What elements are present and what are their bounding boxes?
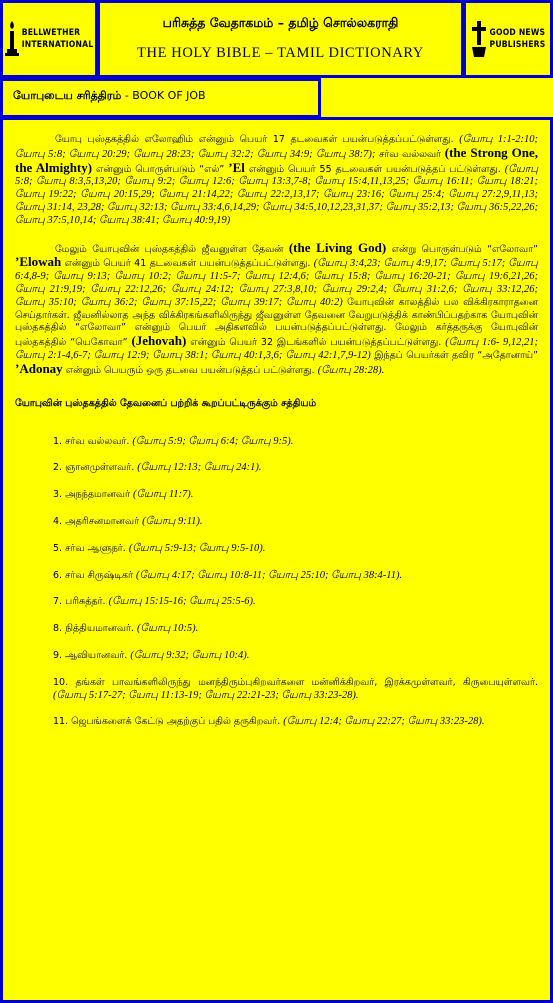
header-title-box — [97, 0, 464, 78]
attribute-number: 10. — [53, 676, 69, 688]
attribute-reference: (யோபு 5:9-13; யோபு 9:5-10). — [128, 542, 266, 554]
para2-english-3: (Jehovah) — [131, 333, 187, 349]
para2-english-2: ’Elowah — [15, 254, 62, 270]
attribute-reference: (யோபு 12:4; யோபு 22:27; யோபு 33:23-28). — [283, 716, 485, 728]
attribute-text: தங்கள் பாவங்களிலிருந்து மனந்திரும்புகிறவர்களை மன்னிக்கிறவர், இரக்கமுள்ளவர், கிருபையுள்ளவர். — [75, 676, 539, 688]
attributes-list — [15, 436, 538, 730]
list-item — [53, 436, 538, 449]
attribute-number: 4. — [53, 515, 63, 527]
attribute-text: சர்வ சிருஷ்டிகர் — [65, 569, 133, 581]
para2-ref-1: (யோபு 3:4,23; யோபு 4:9,17; யோபு 5:17; யோபு 6:4,8-9; யோபு 9:13; யோபு 10:2; யோபு 11:5-7; யோபு 12:4,6; யோபு 15:8; யோபு 16:20-21; யோபு 19:6,21,26; யோபு 21:9,19; யோபு 22:12,26; யோபு 24:12; யோபு 27:3,8,10; யோபு 29:2,4; யோபு 31:2,6; யோபு 33:12,26; யோபு 35:10; யோபு 36:2; யோபு 37:15,22; யோபு 39:17; யோபு 40:2) — [15, 258, 538, 308]
paragraph-elowah — [15, 239, 538, 378]
attribute-text: நித்தியமானவர். — [65, 623, 134, 635]
attribute-number: 9. — [53, 649, 63, 661]
list-item — [53, 570, 538, 583]
para1-english-2: ’El — [228, 159, 245, 175]
book-title — [3, 81, 318, 104]
para1-text-1: யோபு புஸ்தகத்தில் எலோஹிம் என்னும் பெயர் 17 தடவைகள் பயன்படுத்தப்பட்டுள்ளது. — [55, 134, 454, 145]
book-title-box — [0, 78, 321, 118]
attribute-reference: (யோபு 9:32; யோபு 10:4). — [130, 649, 250, 661]
book-title-separator: - — [121, 89, 133, 102]
para2-english-4: ’Adonay — [15, 360, 63, 376]
attribute-number: 11. — [53, 716, 69, 728]
para2-ref-3: (யோபு 28:28). — [317, 364, 385, 376]
para1-text-3: என்னும் பொருள்படும் “எல்” — [96, 163, 225, 175]
para1-text-2: சர்வ வல்லவர் — [379, 148, 442, 160]
list-item — [53, 489, 538, 502]
attribute-reference: (யோபு 5:17-27; யோபு 11:13-19; யோபு 22:21-23; யோபு 33:23-28). — [53, 689, 359, 701]
attribute-text: பரிசுத்தர். — [65, 596, 106, 608]
list-item — [53, 516, 538, 529]
attribute-number: 3. — [53, 489, 63, 501]
attribute-number: 8. — [53, 623, 63, 635]
attribute-reference: (யோபு 5:9; யோபு 6:4; யோபு 9:5). — [132, 435, 294, 447]
attribute-text: ஆவியானவர். — [65, 649, 128, 661]
attribute-text: அதரிசனமானவர் — [65, 515, 140, 527]
para2-english-1: (the Living God) — [288, 239, 387, 255]
attribute-text: ஞானமுள்ளவர். — [65, 462, 135, 474]
para2-text-1: மேலும் யோபுவின் புஸ்தகத்தில் ஜீவனுள்ள தேவன் — [55, 243, 284, 255]
attribute-number: 1. — [53, 435, 63, 447]
header-title-tamil: பரிசுத்த வேதாகமம் – தமிழ் சொல்லகராதி — [162, 15, 399, 30]
attribute-text: சர்வ ஆளுநர். — [65, 542, 126, 554]
header-title-english: THE HOLY BIBLE – TAMIL DICTIONARY — [137, 45, 424, 61]
attribute-reference: (யோபு 4:17; யோபு 10:8-11; யோபு 25:10; யோபு 38:4-11). — [135, 569, 403, 581]
good-news-logo — [466, 3, 550, 75]
para1-english-1: (the Strong One, the Almighty) — [15, 144, 538, 175]
attribute-reference: (யோபு 15:15-16; யோபு 25:5-6). — [108, 596, 256, 608]
logo-right-line2: PUBLISHERS — [489, 40, 546, 50]
paragraph-elohim — [15, 134, 538, 228]
attribute-reference: (யோபு 10:5). — [137, 623, 199, 635]
content-box — [0, 117, 553, 1003]
attribute-reference: (யோபு 12:13; யோபு 24:1). — [137, 462, 262, 474]
candle-icon — [5, 19, 19, 59]
para1-ref-2: (யோபு 5:8; யோபு 8:3,5,13,20; யோபு 9:2; யோபு 12:6; யோபு 13:3,7-8; யோபு 15:4,11,13,25; யோபு 16:11; யோபு 18:21; யோபு 19:22; யோபு 20:15,29; யோபு 21:14,22; யோபு 22:2,13,17; யோபு 23:16; யோபு 25:4; யோபு 27:2,9,11,13; யோபு 31:14, 23,28; யோபு 32:13; யோபு 33:4,6,14,29; யோபு 34:5,10,12,23,31,37; யோபு 35:2,13; யோபு 36:5,22,26; யோபு 37:5,10,14; யோபு 38:41; யோபு 40:9,19) — [15, 163, 539, 226]
list-item — [53, 596, 538, 609]
attribute-text: அநந்தமானவர் — [65, 489, 130, 501]
para2-text-6: இந்தப் பெயர்கள் தவிர “அதோனாய்” — [374, 349, 538, 361]
para2-text-5: என்னும் பெயர் 32 இடங்களில் பயன்படுத்தப்பட்டுள்ளது. — [190, 337, 442, 349]
para1-text-4: என்னும் பெயர் 55 தடவைகள் பயன்படுத்தப் பட்டுள்ளது. — [248, 163, 501, 175]
bellwether-logo-box — [0, 0, 98, 78]
section-heading: யோபுவின் புஸ்தகத்தில் தேவனைப் பற்றிக் கூறப்பட்டிருக்கும் சத்தியம் — [15, 397, 317, 409]
list-item — [53, 462, 538, 475]
list-item — [53, 716, 538, 729]
bellwether-logo — [3, 3, 95, 75]
logo-right-line1: GOOD NEWS — [489, 28, 546, 38]
attribute-text: சர்வ வல்லவர். — [65, 435, 130, 447]
attribute-text: ஜெபங்களைக் கேட்டு அதற்குப் பதில் தருகிறவர். — [71, 716, 281, 728]
bible-cross-icon — [471, 19, 487, 59]
list-item — [53, 623, 538, 636]
attribute-number: 2. — [53, 462, 63, 474]
para1-ref-1: (யோபு 1:1-2:10; யோபு 5:8; யோபு 20:29; யோபு 28:23; யோபு 32:2; யோபு 34:9; யோபு 38:7); — [15, 134, 538, 160]
para2-text-7: என்னும் பெயரும் ஒரு தடவை பயன்படுத்தப் பட்டுள்ளது. — [65, 364, 315, 376]
list-item — [53, 677, 538, 703]
list-item — [53, 650, 538, 663]
para2-text-4: யோபுவின் காலத்தில் பல விக்கிரகாராதனை செய்தார்கள். ஜீவனில்லாத அந்த விக்கிரகங்களிலிருந்து ஜீவனுள்ள தேவனை வேறுபடுத்திக் காண்பிப்பதற்காக யோபுவின் புஸ்தகத்தில் “எலோவா” என்னும் பெயர் அதிகளவில் பயன்படுத்தப்பட்டுள்ளது. மேலும் கர்த்தருக்கு யோபுவின் புஸ்தகத்தில் “யெகோவா” — [15, 296, 538, 349]
para2-text-3: என்னும் பெயர் 41 தடவைகள் பயன்படுத்தப்பட்டுள்ளது. — [64, 258, 311, 270]
attribute-reference: (யோபு 9:11). — [142, 515, 203, 527]
book-title-tamil: யோபுடைய சரித்திரம் — [13, 89, 122, 102]
attribute-number: 5. — [53, 542, 63, 554]
attribute-reference: (யோபு 11:7). — [132, 489, 194, 501]
attribute-number: 6. — [53, 569, 63, 581]
logo-left-line2: INTERNATIONAL — [21, 40, 94, 50]
book-title-english: BOOK OF JOB — [132, 89, 206, 102]
good-news-logo-box — [463, 0, 553, 78]
para2-text-2: என்று பொருள்படும் “எலோவா” — [391, 243, 538, 255]
para2-ref-2: (யோபு 1:6- 9,12,21; யோபு 2:1-4,6-7; யோபு 12:9; யோபு 38:1; யோபு 40:1,3,6; யோபு 42:1,7,9-12) — [15, 337, 538, 361]
attribute-number: 7. — [53, 596, 63, 608]
logo-left-line1: BELLWETHER — [21, 28, 81, 38]
list-item — [53, 543, 538, 556]
